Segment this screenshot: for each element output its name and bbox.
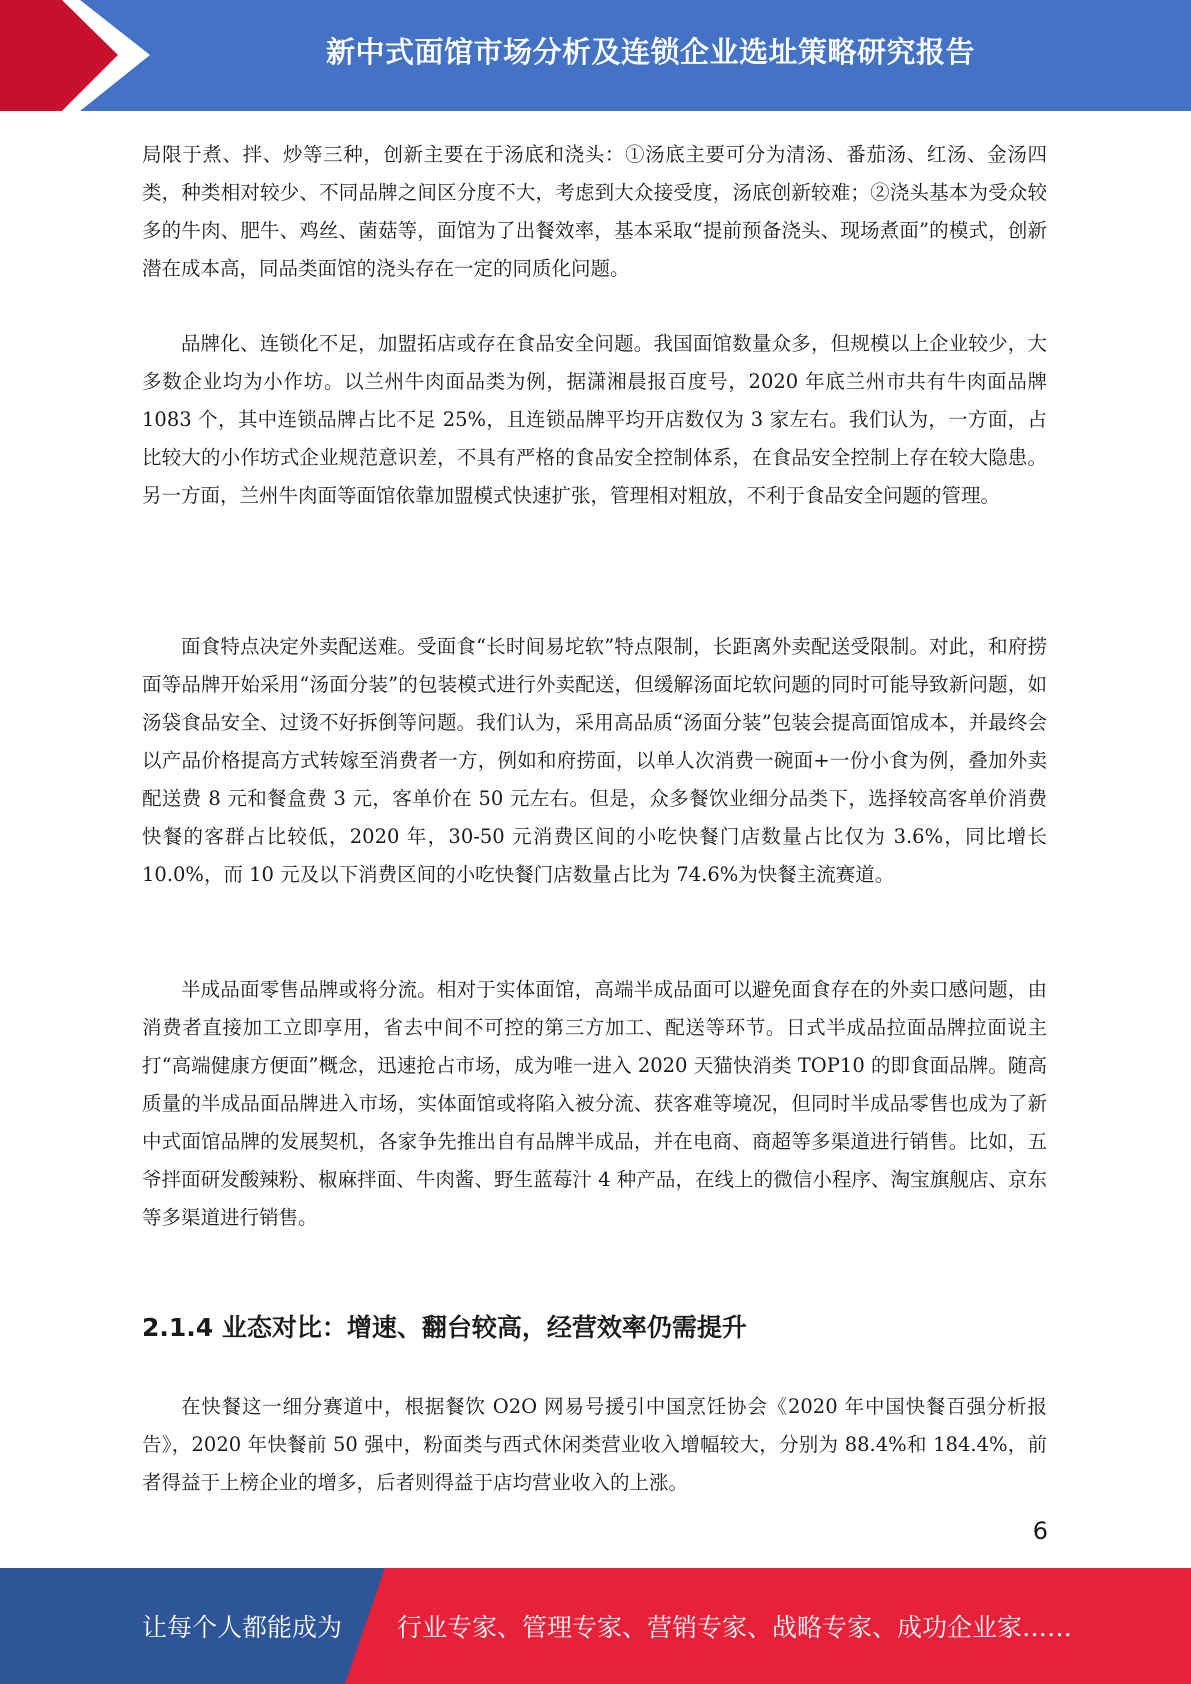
section-heading: 2.1.4 业态对比：增速、翻台较高，经营效率仍需提升 xyxy=(142,1313,747,1342)
page-number: 6 xyxy=(1032,1517,1048,1545)
paragraph-branding-chain: 品牌化、连锁化不足，加盟拓店或存在食品安全问题。我国面馆数量众多，但规模以上企业较少，大多数企业均为小作坊。以兰州牛肉面品类为例，据潇湘晨报百度号，2020 年底兰州市共有牛肉面品牌 1083 个，其中连锁品牌占比不足 25%，且连锁品牌平均开店数仅为 3 家左右。我们认为，一方面，占比较大的小作坊式企业规范意识差，不具有严格的食品安全控制体系，在食品安全控制上存在较大隐患。另一方面，兰州牛肉面等面馆依靠加盟模式快速扩张，管理相对粗放，不利于食品安全问题的管理。 xyxy=(142,332,1047,507)
footer-slogan-left: 让每个人都能成为 xyxy=(142,1613,343,1642)
paragraph-delivery: 面食特点决定外卖配送难。受面食“长时间易坨软”特点限制，长距离外卖配送受限制。对此，和府捞面等品牌开始采用“汤面分装”的包装模式进行外卖配送，但缓解汤面坨软问题的同时可能导致新问题，如汤袋食品安全、过烫不好拆倒等问题。我们认为，采用高品质“汤面分装”包装会提高面馆成本，并最终会以产品价格提高方式转嫁至消费者一方，例如和府捞面，以单人次消费一碗面+一份小食为例，叠加外卖配送费 8 元和餐盒费 3 元，客单价在 50 元左右。但是，众多餐饮业细分品类下，选择较高客单价消费快餐的客群占比较低，2020 年，30-50 元消费区间的小吃快餐门店数量占比仅为 3.6%，同比增长 10.0%，而 10 元及以下消费区间的小吃快餐门店数量占比为 74.6%为快餐主流赛道。 xyxy=(142,635,1047,886)
paragraph-fast-food: 在快餐这一细分赛道中，根据餐饮 O2O 网易号援引中国烹饪协会《2020 年中国快餐百强分析报告》，2020 年快餐前 50 强中，粉面类与西式休闲类营业收入增幅较大，分别为 88.4%和 184.4%，前者得益于上榜企业的增多，后者则得益于店均营业收入的上涨。 xyxy=(142,1395,1047,1494)
paragraph-noodle-innovation: 局限于煮、拌、炒等三种，创新主要在于汤底和浇头：①汤底主要可分为清汤、番茄汤、红汤、金汤四类，种类相对较少、不同品牌之间区分度不大，考虑到大众接受度，汤底创新较难；②浇头基本为受众较多的牛肉、肥牛、鸡丝、菌菇等，面馆为了出餐效率，基本采取“提前预备浇头、现场煮面”的模式，创新潜在成本高，同品类面馆的浇头存在一定的同质化问题。 xyxy=(142,143,1047,280)
page-footer xyxy=(0,1568,1191,1684)
report-title: 新中式面馆市场分析及连锁企业选址策略研究报告 xyxy=(325,34,975,69)
page-header xyxy=(0,0,1191,111)
footer-slogan-right: 行业专家、管理专家、营销专家、战略专家、成功企业家…… xyxy=(397,1613,1073,1642)
paragraph-semi-finished: 半成品面零售品牌或将分流。相对于实体面馆，高端半成品面可以避免面食存在的外卖口感问题，由消费者直接加工立即享用，省去中间不可控的第三方加工、配送等环节。日式半成品拉面品牌拉面说主打“高端健康方便面”概念，迅速抢占市场，成为唯一进入 2020 天猫快消类 TOP10 的即食面品牌。随高质量的半成品面品牌进入市场，实体面馆或将陷入被分流、获客难等境况，但同时半成品零售也成为了新中式面馆品牌的发展契机，各家争先推出自有品牌半成品，并在电商、商超等多渠道进行销售。比如，五爷拌面研发酸辣粉、椒麻拌面、牛肉酱、野生蓝莓汁 4 种产品，在线上的微信小程序、淘宝旗舰店、京东等多渠道进行销售。 xyxy=(142,978,1047,1229)
